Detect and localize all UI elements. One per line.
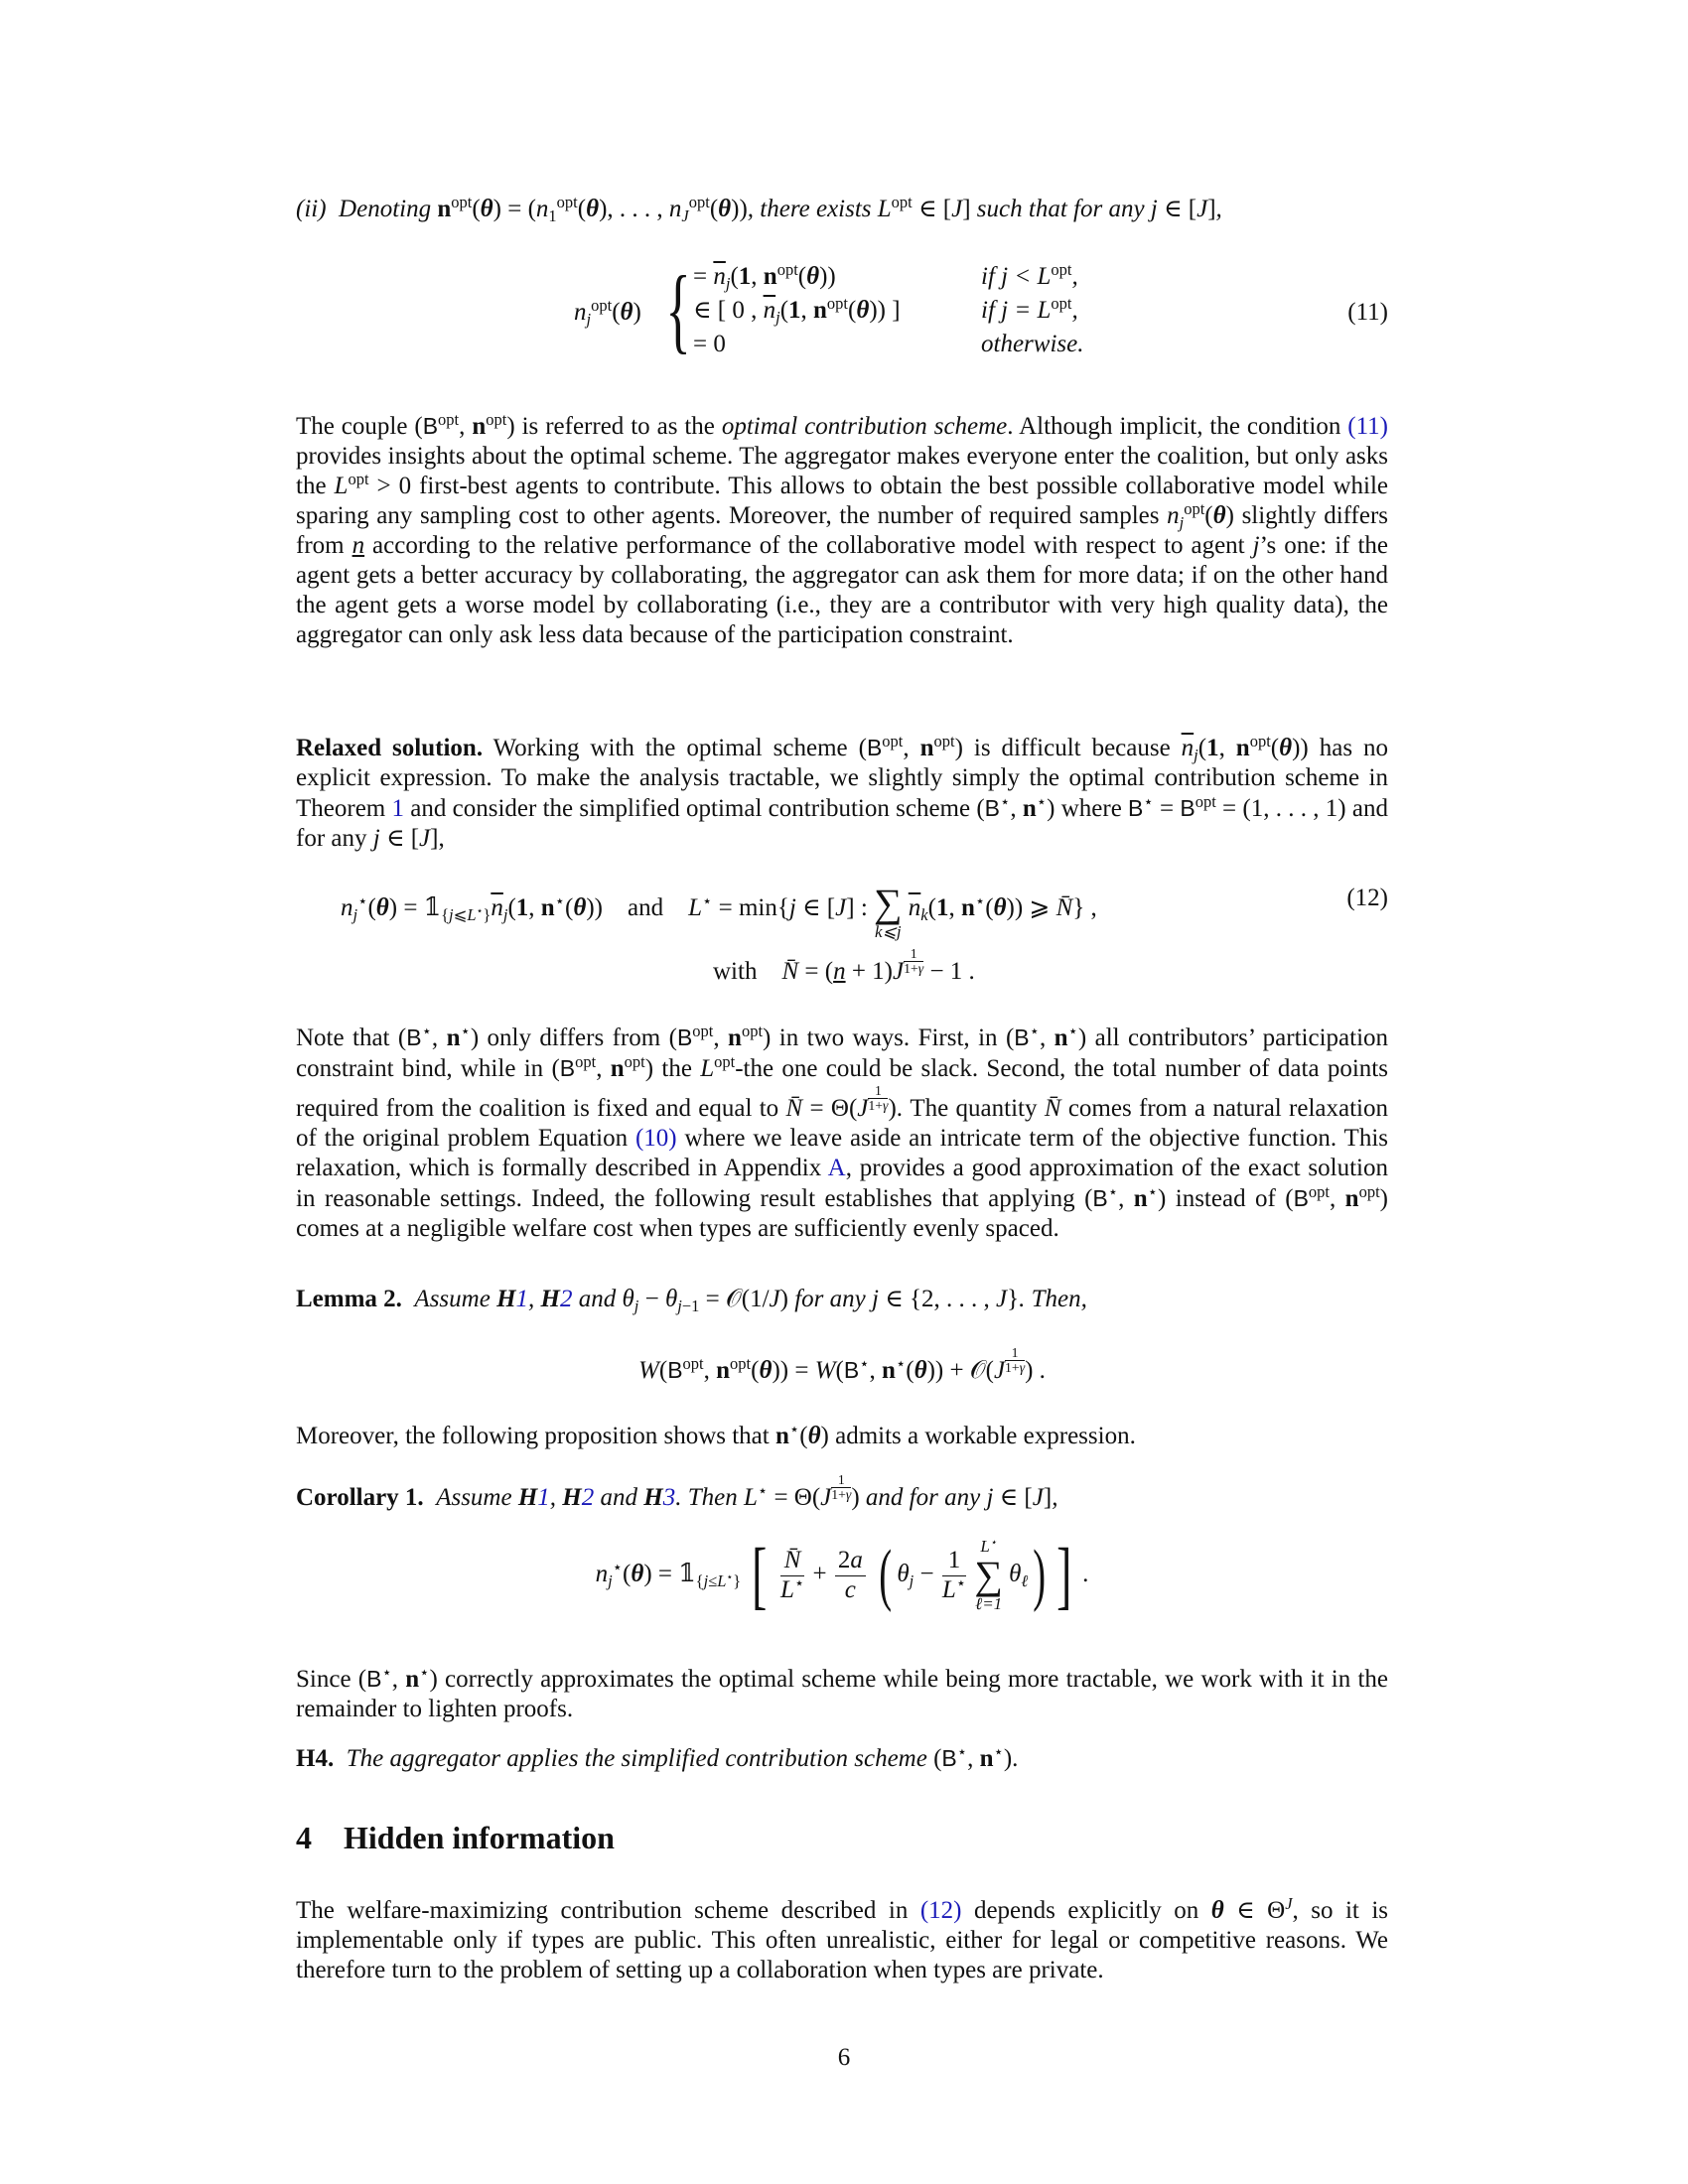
ref-eq-11[interactable]: (11): [1347, 413, 1388, 440]
paragraph-heading: Relaxed solution.: [296, 735, 484, 761]
lemma-2-equation: $W(B^{opt}$, $n^{opt}(\theta)) = W(B^⋆$, n⋆(θ)) + 𝒪(J $\frac{1}{1+\gamma}$ ) .: [638, 1345, 1046, 1384]
ref-h1[interactable]: 1: [515, 1286, 529, 1312]
item-ii: (ii) Denoting $n^{opt}(\theta) = (n_1^{opt}(\theta)$, . . . , $n_J^{opt}(\theta)$), there exists $L^{opt}$ ∈ [J] such that for any j ∈ [J],: [296, 192, 1222, 225]
hypothesis-h4: H4. The aggregator applies the simplified contribution scheme (B⋆, n⋆).: [296, 1741, 1019, 1772]
paragraph-note-relaxation: Note that (B⋆, n⋆) only differs from ($B^{opt}$, $n^{opt}$) in two ways. First, in (B⋆, n⋆) all contributors’ participation constraint bind, while in ($B^{opt}$, $n^{opt}$) the $L^{opt}$-the one could be slack. Second, the total number of data points required from the coalition is fixed and equal to N̄ = Θ(J $\frac{1}{1+\gamma}$ ). The quantity N̄ comes from a natural relaxation of the original problem Equation (10) where we leave aside an intricate term of the objective function. This relaxation, which is formally described in Appendix A, provides a good approximation of the exact solution in reasonable settings. Indeed, the following result establishes that applying (B⋆, n⋆) instead of ($B^{opt}$, $n^{opt}$) comes at a negligible welfare cost when types are sufficiently evenly spaced.: [296, 1021, 1389, 1242]
equation-12: $n_j^⋆(\theta)$ = $𝟙_{\{j⩽L^⋆\}}\overline{n}_j(1$, n⋆(θ)) and L⋆ = min{j ∈ [J] : ∑ k⩽j $\overline{n}_k(1$, n⋆(θ)) ⩾ N̄} , (12) with N̄ = (n + 1)J $\frac{1}{1+\gamma}$ − 1 .: [341, 881, 1388, 985]
lemma-label: Lemma 2.: [296, 1286, 402, 1312]
section-heading-4: 4 Hidden information: [296, 1820, 615, 1855]
h4-label: H4.: [296, 1745, 335, 1772]
paragraph-hidden-information: The welfare-maximizing contribution scheme described in (12) depends explicitly on θ ∈ $\Theta^J$, so it is implementable only if types are public. This often unrealistic, either for legal or competitive reasons. We therefore turn to the problem of setting up a collaboration when types are private.: [296, 1893, 1389, 1983]
corollary-1: Corollary 1. Assume H1, H2 and H3. Then L⋆ = Θ(J $\frac{1}{1+\gamma}$ ) and for any j ∈ [J],: [296, 1472, 1058, 1511]
lemma-2: Lemma 2. Assume H1, H2 and $\theta_j - \theta_{j-1}$ = 𝒪(1/J) for any j ∈ {2, . . . , J}. Then,: [296, 1286, 1087, 1315]
ref-eq-12[interactable]: (12): [919, 1897, 962, 1924]
ref-h2[interactable]: 2: [559, 1286, 573, 1312]
equation-number-11: (11): [1347, 299, 1388, 326]
corollary-1-equation: $n_j^⋆(\theta)$ = $𝟙_{\{j\le L^⋆\}}$ [ $\frac{N̄}{L^⋆}$ + $\frac{2a}{c}$ ( $\theta_j$ − $\frac{1}{L^⋆}$ L⋆ ∑ ℓ=1 $\theta_\ell$) ] .: [595, 1534, 1089, 1618]
ref-appendix-a[interactable]: A: [827, 1154, 846, 1181]
paragraph-relaxed-solution: Relaxed solution. Working with the optimal scheme ($B^{opt}$, $n^{opt}$) is difficult because $\overline{n}_j(1$, $n^{opt}(\theta)$) has no explicit expression. To make the analysis tractable, we slightly simply the optimal contribution scheme in Theorem 1 and consider the simplified optimal contribution scheme (B⋆, n⋆) where $B^⋆ = B^{opt} = (1$, . . . , 1) and for any j ∈ [J],: [296, 731, 1389, 852]
paragraph-since: Since (B⋆, n⋆) correctly approximates the optimal scheme while being more tractable, we work with it in the remainder to lighten proofs.: [296, 1662, 1389, 1722]
equation-number-12: (12): [1346, 885, 1388, 911]
page-number: 6: [837, 2044, 851, 2071]
paragraph-optimal-scheme: The couple ($B^{opt}$, $n^{opt}$) is referred to as the optimal contribution scheme. Although implicit, the condition (11) provides insights about the optimal scheme. The aggregator makes everyone enter the coalition, but only asks the $L^{opt} > 0$ first-best agents to contribute. This allows to obtain the best possible collaborative model while sparing any sampling cost to other agents. Moreover, the number of required samples $n_j^{opt}(\theta)$ slightly differs from n according to the relative performance of the collaborative model with respect to agent j’s one: if the agent gets a better accuracy by collaborating, the aggregator can ask them for more data; if on the other hand the agent gets a worse model by collaborating (i.e., they are a contributor with very high quality data), the aggregator can only ask less data because of the participation constraint.: [296, 409, 1389, 648]
ref-h2-corollary[interactable]: 2: [581, 1483, 595, 1511]
ref-theorem-1[interactable]: 1: [391, 795, 404, 822]
ref-eq-10[interactable]: (10): [634, 1124, 677, 1152]
corollary-label: Corollary 1.: [296, 1483, 424, 1511]
ref-h1-corollary[interactable]: 1: [537, 1483, 550, 1511]
equation-11: $n_j^{opt}(\theta)$ { = $\overline{n}_j(1$, $n^{opt}(\theta)$) ∈ [ 0 , $\overline{n}_j(1$, $n^{opt}(\theta)$) ] = 0 if $j < L^{opt}$, if $j = L^{opt}$, otherwise. (11): [574, 256, 1388, 362]
paragraph-moreover: Moreover, the following proposition shows that n⋆(θ) admits a workable expression.: [296, 1419, 1136, 1449]
ref-h3[interactable]: 3: [662, 1483, 676, 1511]
